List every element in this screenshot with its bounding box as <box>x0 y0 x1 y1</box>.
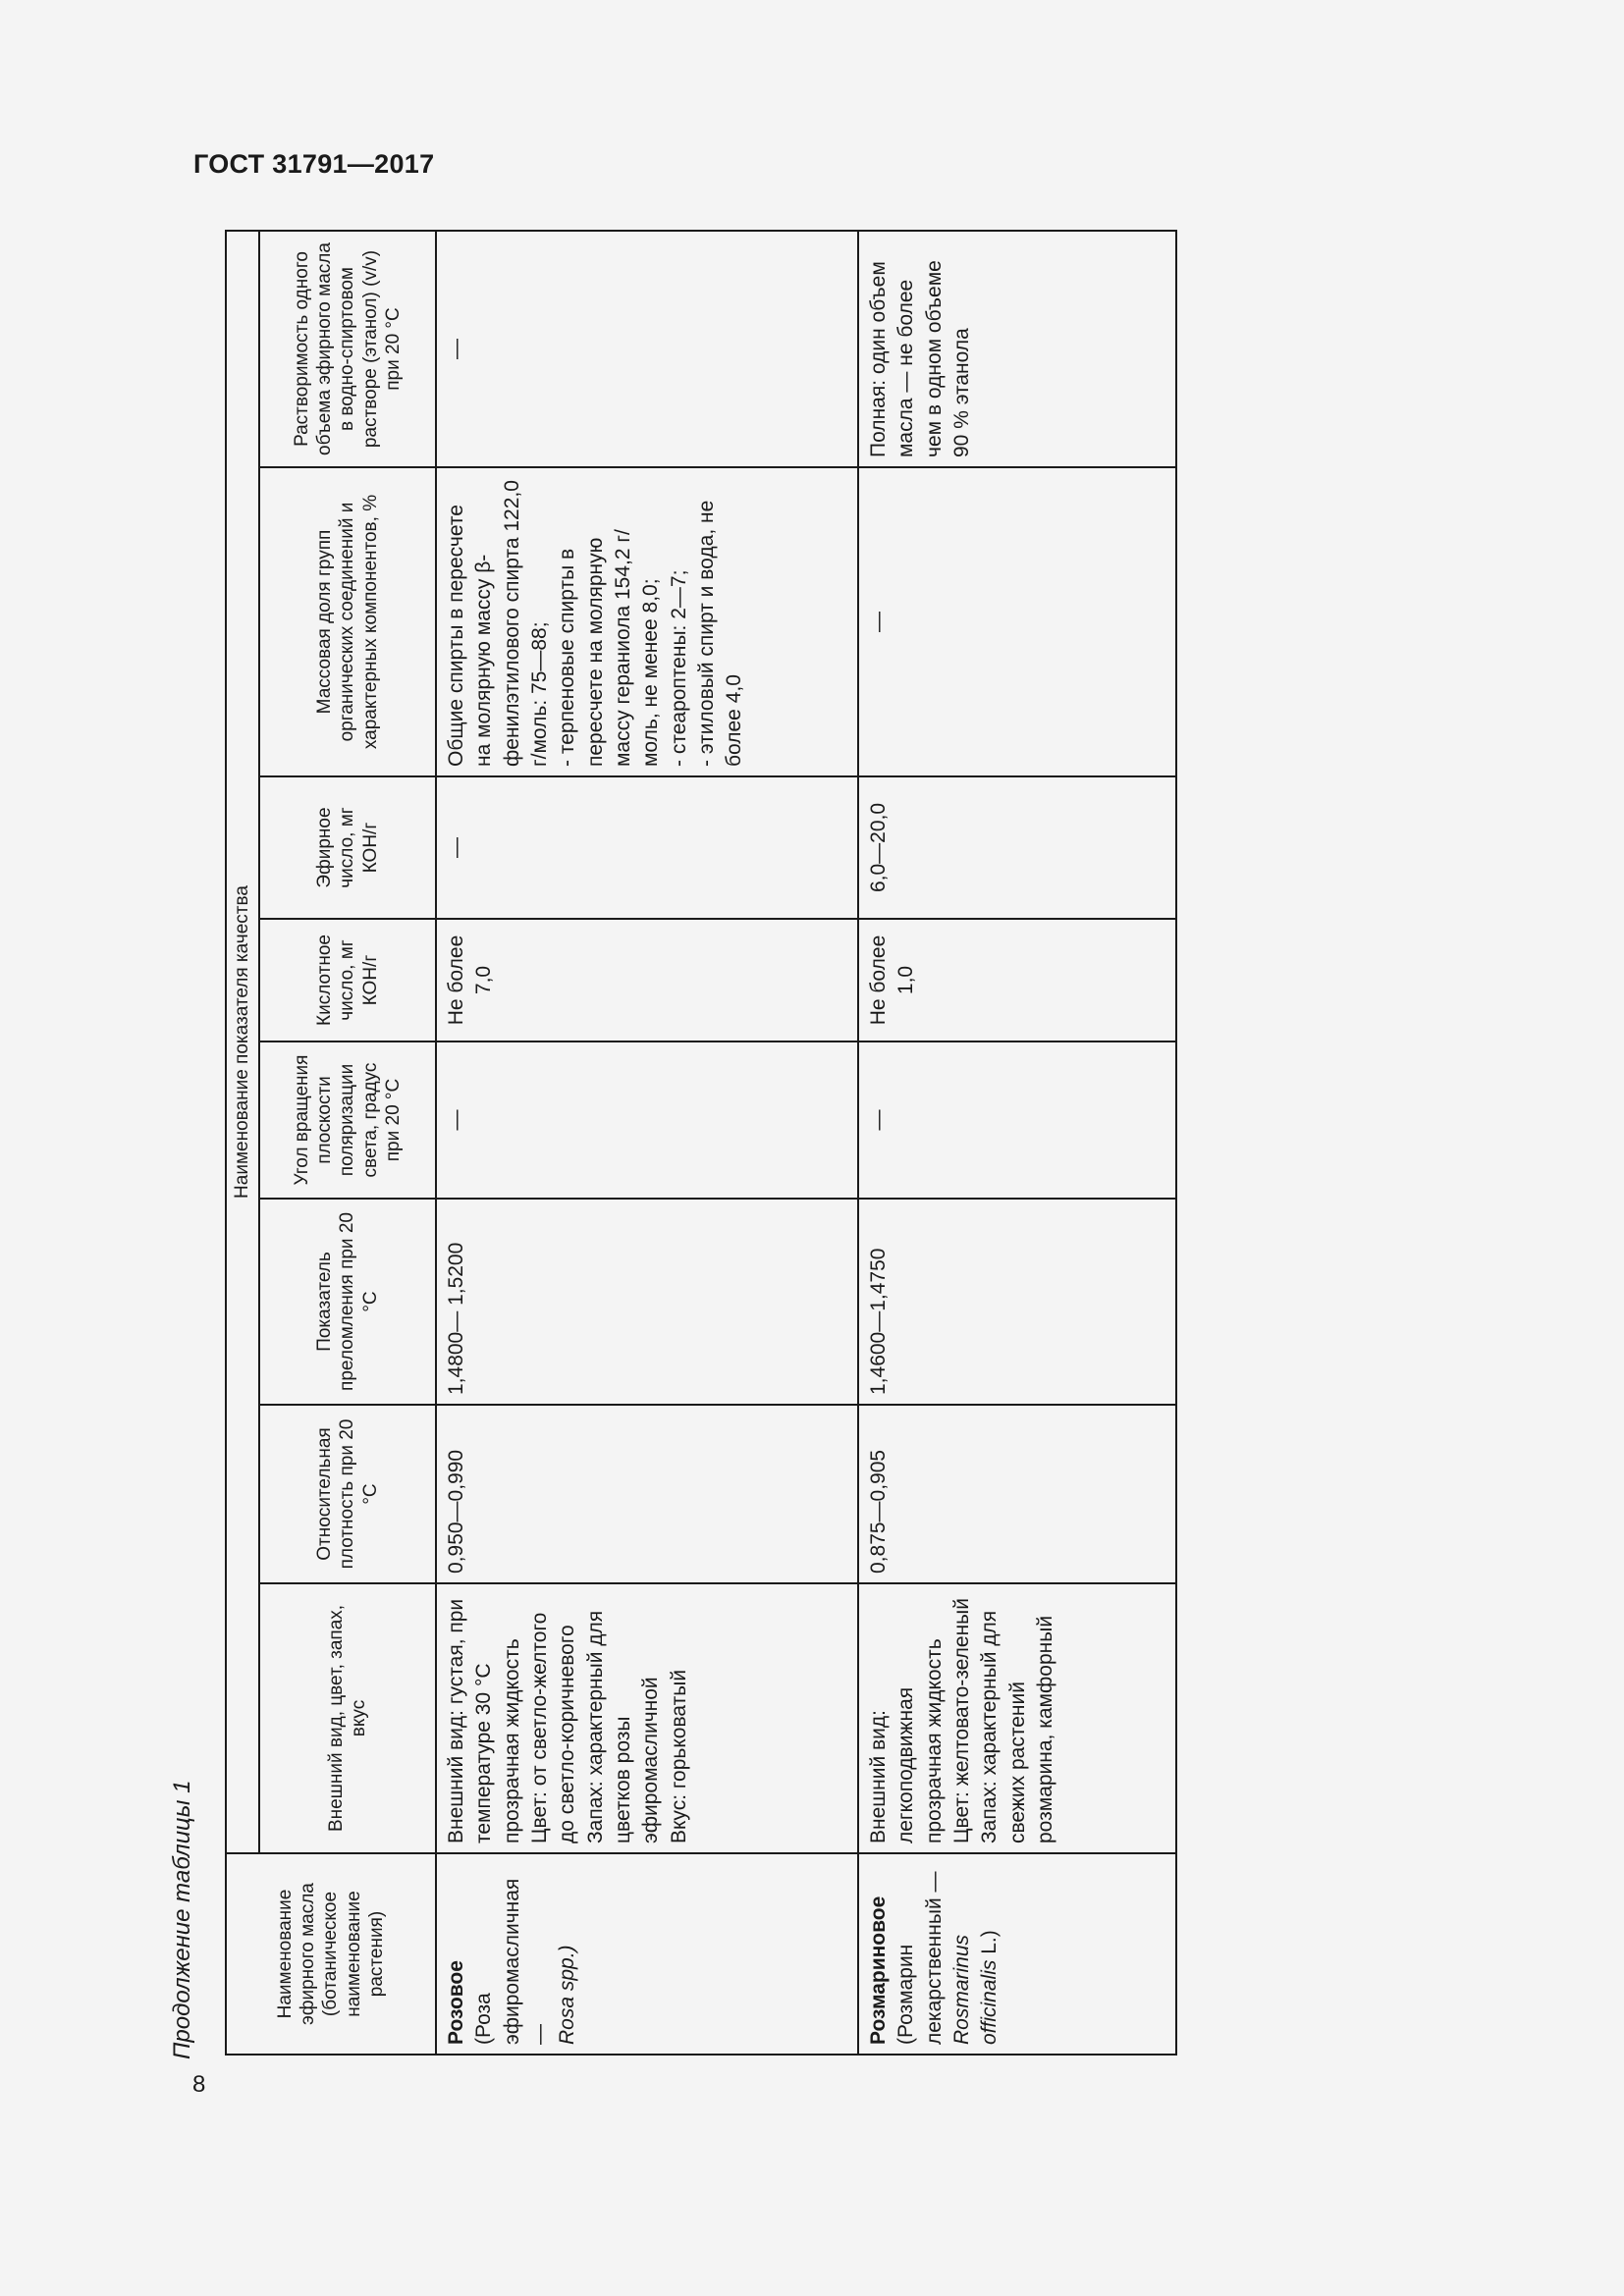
rotated-table-block <box>225 232 1177 2056</box>
group-header: Наименование показателя качества <box>226 231 259 1853</box>
document-header: ГОСТ 31791—2017 <box>193 149 435 179</box>
cell-rotation: — <box>858 1041 1176 1199</box>
column-header-name: Наименование эфирного масла (ботаническое наименование растения) <box>226 1853 436 2055</box>
cell-ester: 6,0—20,0 <box>858 776 1176 919</box>
column-header-density: Относительная плотность при 20 °С <box>259 1405 436 1583</box>
appearance-line: Цвет: от светло-желтого до светло-коричневого <box>528 1612 579 1843</box>
cell-refraction: 1,4600—1,4750 <box>858 1199 1176 1405</box>
cell-appearance <box>436 1583 858 1853</box>
cell-composition <box>436 467 858 776</box>
appearance-line: Запах: характерный для цветков розы эфиромасличной <box>583 1610 663 1843</box>
cell-solubility: Полная: один объем масла — не более чем в одном объеме 90 % этанола <box>858 231 1176 467</box>
oil-latin: Rosmarinus officinalis <box>950 1934 1001 2045</box>
cell-composition: — <box>858 467 1176 776</box>
cell-ester: — <box>436 776 858 919</box>
cell-oil-name <box>436 1853 858 2055</box>
column-header-appearance: Внешний вид, цвет, запах, вкус <box>259 1583 436 1853</box>
oil-plant: (Розмарин лекарственный — <box>894 1871 946 2045</box>
composition-line: - этиловый спирт и вода, не более 4,0 <box>695 500 746 767</box>
composition-line: - стеароптены: 2—7; <box>667 569 690 767</box>
column-header-ester: Эфирное число, мг КОН/г <box>259 776 436 919</box>
oil-latin-suffix: L.) <box>978 1930 1001 1954</box>
appearance-line: Внешний вид: легкоподвижная прозрачная жидкость <box>867 1638 946 1843</box>
column-header-composition: Массовая доля групп органических соединений и характерных компонентов, % <box>259 467 436 776</box>
appearance-line: Цвет: желтовато-зеленый <box>950 1598 974 1843</box>
appearance-line: Запах: характерный для свежих растений розмарина, камфорный <box>978 1610 1057 1843</box>
oil-plant: (Роза эфиромасличная — <box>472 1878 552 2045</box>
table-caption: Продолжение таблицы 1 <box>169 1780 195 2059</box>
cell-density: 0,875—0,905 <box>858 1405 1176 1583</box>
oil-latin: Rosa spp.) <box>556 1945 579 2045</box>
appearance-line: Внешний вид: густая, при температуре 30 °С прозрачная жидкость <box>445 1598 523 1843</box>
oil-latin-wrap <box>948 1863 1004 2045</box>
table-row <box>436 231 858 2055</box>
cell-solubility: — <box>436 231 858 467</box>
column-header-solubility: Растворимость одного объема эфирного масла в водно-спиртовом растворе (этанол) (v/v) при 20 °С <box>259 231 436 467</box>
composition-line: - терпеновые спирты в пересчете на молярную массу гераниола 154,2 г/моль, не менее 8,0; <box>556 529 663 767</box>
cell-refraction: 1,4800— 1,5200 <box>436 1199 858 1405</box>
cell-appearance <box>858 1583 1176 1853</box>
appearance-line: Вкус: горьковатый <box>667 1669 690 1843</box>
page-number: 8 <box>192 2071 206 2098</box>
quality-table <box>225 230 1177 2056</box>
cell-density: 0,950—0,990 <box>436 1405 858 1583</box>
column-header-acid: Кислотное число, мг КОН/г <box>259 919 436 1041</box>
composition-line: Общие спирты в пересчете на молярную массу β-фенилэтилового спирта 122,0 г/моль: 75—88; <box>445 480 552 767</box>
oil-name: Розмариновое <box>867 1896 890 2045</box>
table-header-row <box>259 231 436 2055</box>
oil-name: Розовое <box>445 1960 467 2045</box>
cell-oil-name <box>858 1853 1176 2055</box>
table-group-header-row <box>226 231 259 2055</box>
cell-rotation: — <box>436 1041 858 1199</box>
column-header-rotation: Угол вращения плоскости поляризации света, градус при 20 °С <box>259 1041 436 1199</box>
column-header-refraction: Показатель преломления при 20 °С <box>259 1199 436 1405</box>
table-row <box>858 231 1176 2055</box>
cell-acid: Не более 1,0 <box>858 919 1176 1041</box>
cell-acid: Не более 7,0 <box>436 919 858 1041</box>
